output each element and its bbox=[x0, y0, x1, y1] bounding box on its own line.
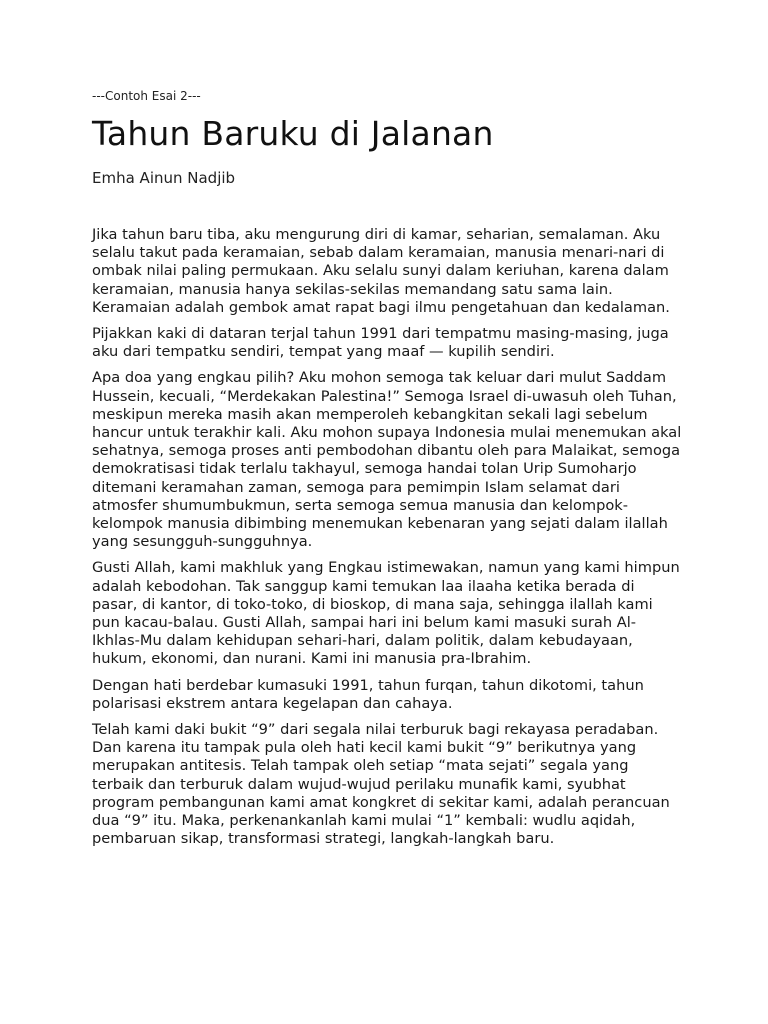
essay-paragraph-5: Dengan hati berdebar kumasuki 1991, tahun furqan, tahun dikotomi, tahun polarisasi ekstrem antara kegelapan dan cahaya. bbox=[92, 676, 644, 712]
essay-kicker: ---Contoh Esai 2--- bbox=[92, 89, 201, 103]
essay-paragraph-1: Jika tahun baru tiba, aku mengurung diri di kamar, seharian, semalaman. Aku selalu takut pada keramaian, sebab dalam keramaian, manusia menari-nari di ombak nilai paling permukaan. Aku selalu sunyi dalam keriuhan, karena dalam keramaian, manusia hanya sekilas-sekilas memandang satu sama lain. Keramaian adalah gembok amat rapat bagi ilmu pengetahuan dan kedalaman. bbox=[92, 226, 670, 316]
essay-paragraph-4: Gusti Allah, kami makhluk yang Engkau istimewakan, namun yang kami himpun adalah kebodohan. Tak sanggup kami temukan laa ilaaha ketika berada di pasar, di kantor, di toko-toko, di bioskop, di mana saja, sehingga ilallah kami pun kacau-balau. Gusti Allah, sampai hari ini belum kami masuki surah Al-Ikhlas-Mu dalam kehidupan sehari-hari, dalam politik, dalam kebudayaan, hukum, ekonomi, dan nurani. Kami ini manusia pra-Ibrahim. bbox=[92, 559, 680, 668]
essay-paragraph-3: Apa doa yang engkau pilih? Aku mohon semoga tak keluar dari mulut Saddam Hussein, kecuali, “Merdekakan Palestina!” Semoga Israel di-uwasuh oleh Tuhan, meskipun mereka masih akan memperoleh kebangkitan sekali lagi sebelum hancur untuk terakhir kali. Aku mohon supaya Indonesia mulai menemukan akal sehatnya, semoga proses anti pembodohan dibantu oleh para Malaikat, semoga demokratisasi tidak terlalu takhayul, semoga handai tolan Urip Sumoharjo ditemani keramahan zaman, semoga para pemimpin Islam selamat dari atmosfer shumumbukmun, serta semoga semua manusia dan kelompok-kelompok manusia dibimbing menemukan kebenaran yang sejati dalam ilallah yang sesungguh-sungguhnya. bbox=[92, 369, 682, 551]
essay-title: Tahun Baruku di Jalanan bbox=[92, 114, 494, 153]
essay-paragraph-6: Telah kami daki bukit “9” dari segala nilai terburuk bagi rekayasa peradaban. Dan karena itu tampak pula oleh hati kecil kami bukit “9” berikutnya yang merupakan antitesis. Telah tampak oleh setiap “mata sejati” segala yang terbaik dan terburuk dalam wujud-wujud perilaku munafik kami, syubhat program pembangunan kami amat kongkret di sekitar kami, adalah perancuan dua “9” itu. Maka, perkenankanlah kami mulai “1” kembali: wudlu aqidah, pembaruan sikap, transformasi strategi, langkah-langkah baru. bbox=[92, 721, 670, 848]
document-page bbox=[92, 88, 682, 857]
essay-author: Emha Ainun Nadjib bbox=[92, 169, 236, 187]
essay-paragraph-2: Pijakkan kaki di dataran terjal tahun 1991 dari tempatmu masing-masing, juga aku dari tempatku sendiri, tempat yang maaf — kupilih sendiri. bbox=[92, 325, 669, 361]
essay-body bbox=[92, 226, 682, 849]
